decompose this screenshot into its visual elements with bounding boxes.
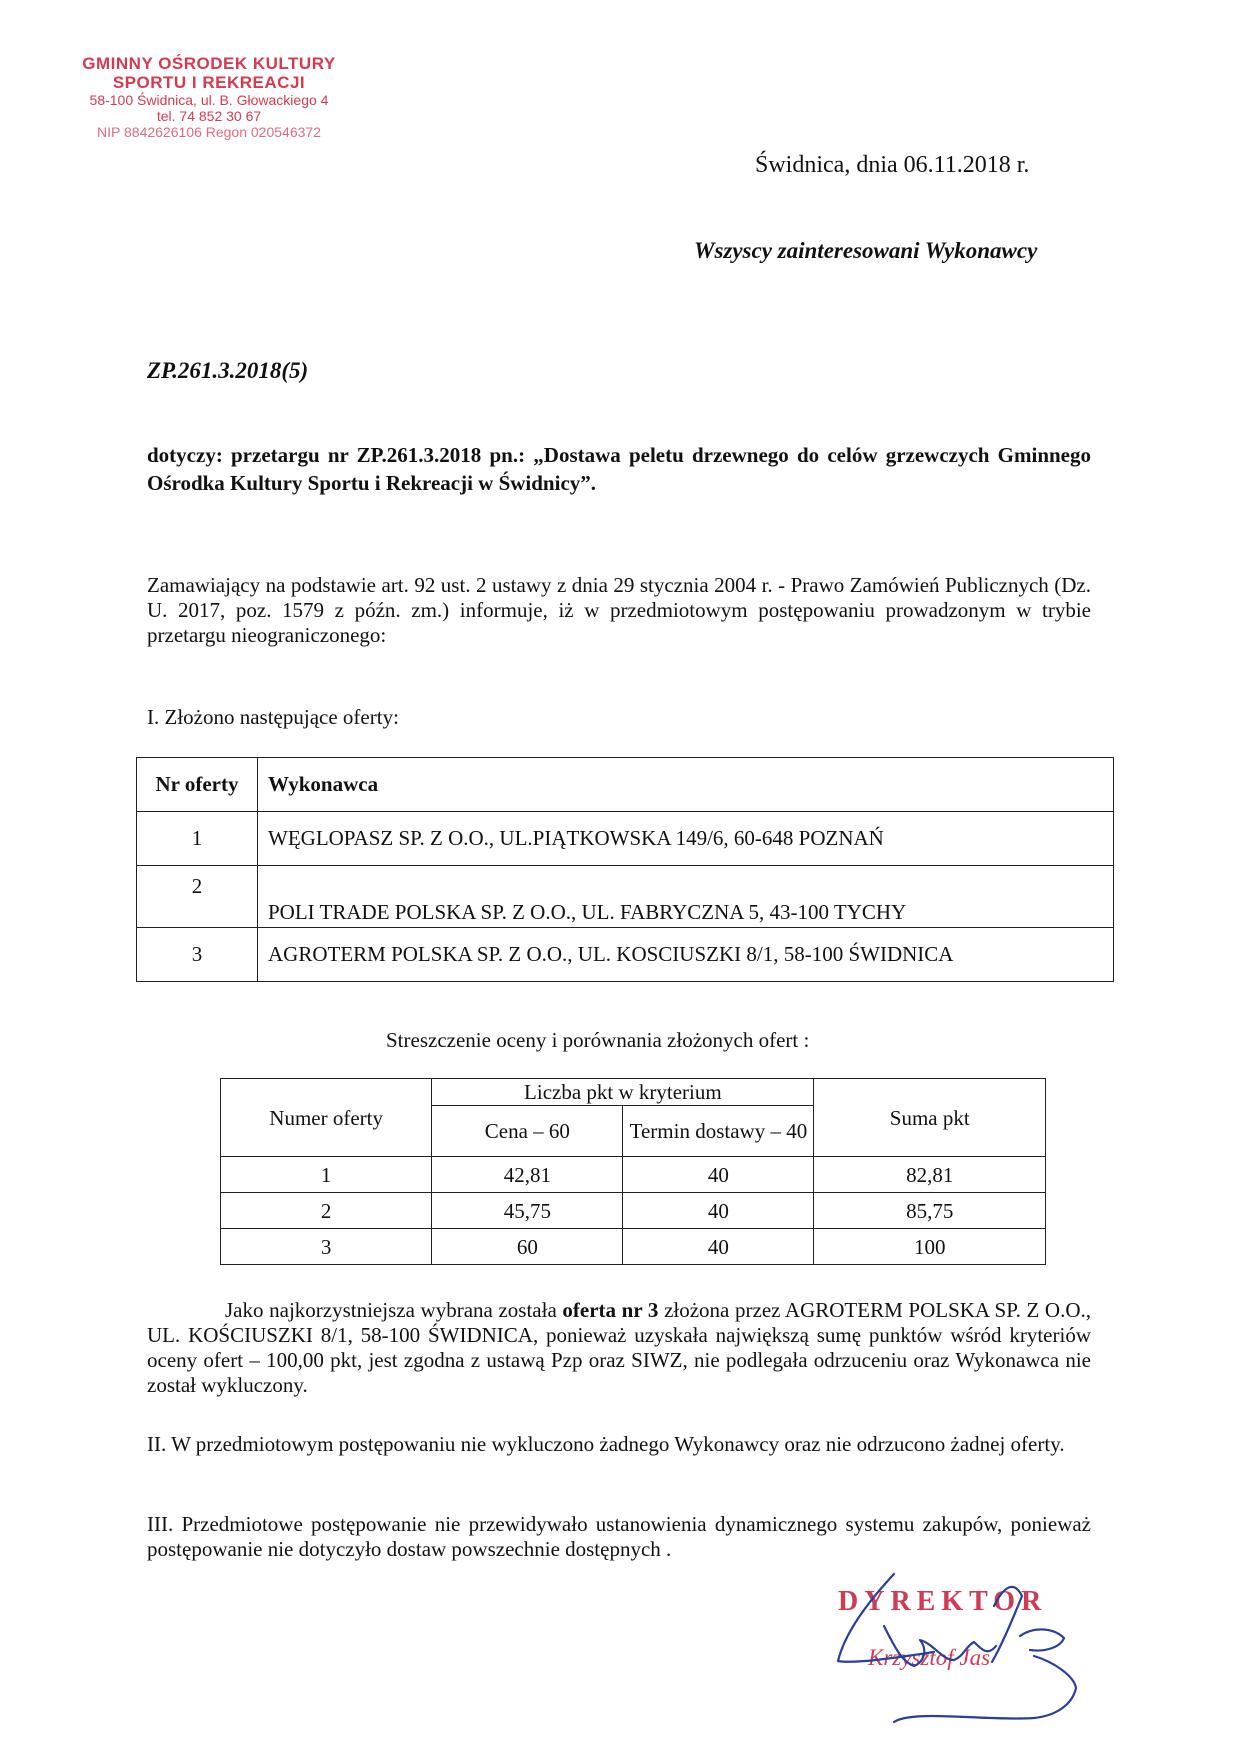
subject-line: dotyczy: przetargu nr ZP.261.3.2018 pn.: „Dostawa peletu drzewnego do celów grzewczych Gminnego Ośrodka Kultury Sportu i Rekreacji w Świdnicy”.	[147, 443, 1091, 495]
scores-col-offer: Numer oferty	[221, 1079, 432, 1157]
stamp-line-5: NIP 8842626106 Regon 020546372	[97, 124, 321, 140]
score-price: 45,75	[432, 1193, 623, 1229]
choice-text-after: złożona przez AGROTERM POLSKA SP. Z O.O., UL. KOŚCIUSZKI 8/1, 58-100 ŚWIDNICA, ponieważ uzyskała największą sumę punktów wśród kryteriów oceny ofert – 100,00 pkt, jest zgodna z ustawą Pzp oraz SIWZ, nie podlegała odrzuceniu oraz Wykonawca nie został wykluczony.	[147, 1298, 1092, 1397]
document-date: Świdnica, dnia 06.11.2018 r.	[755, 152, 1030, 178]
signature-stamp-title: DYREKTOR	[838, 1586, 1048, 1617]
scores-col-total: Suma pkt	[814, 1079, 1046, 1157]
stamp-line-4: tel. 74 852 30 67	[156, 108, 262, 124]
table-row	[137, 812, 1114, 866]
offer-contractor: AGROTERM POLSKA SP. Z O.O., UL. KOSCIUSZKI 8/1, 58-100 ŚWIDNICA	[258, 928, 1114, 982]
offer-nr: 3	[137, 928, 258, 982]
score-nr: 3	[221, 1229, 432, 1265]
offer-nr: 2	[137, 866, 258, 928]
score-nr: 1	[221, 1157, 432, 1193]
scores-col-price: Cena – 60	[432, 1106, 623, 1157]
section-2: II. W przedmiotowym postępowaniu nie wykluczono żadnego Wykonawcy oraz nie odrzucono żadnej oferty.	[147, 1432, 1065, 1456]
offers-table-header	[137, 758, 1114, 812]
stamp-line-3: 58-100 Świdnica, ul. B. Głowackiego 4	[89, 92, 329, 108]
stamp-line-1: GMINNY OŚRODEK KULTURY	[82, 54, 336, 73]
table-row	[221, 1193, 1046, 1229]
section-3: III. Przedmiotowe postępowanie nie przewidywało ustanowienia dynamicznego systemu zakupów, ponieważ postępowanie nie dotyczyło dostaw powszechnie dostępnych .	[147, 1512, 1091, 1561]
score-total: 100	[814, 1229, 1046, 1265]
table-row	[221, 1157, 1046, 1193]
offers-table	[136, 757, 1114, 982]
scores-header-row-1	[221, 1079, 1046, 1106]
choice-selected-offer: oferta nr 3	[562, 1298, 659, 1322]
scores-col-delivery: Termin dostawy – 40	[623, 1106, 814, 1157]
offer-nr: 1	[137, 812, 258, 866]
offers-col-nr: Nr oferty	[137, 758, 258, 812]
table-row	[137, 928, 1114, 982]
stamp-line-2: SPORTU I REKREACJI	[112, 73, 306, 92]
choice-text-before: Jako najkorzystniejsza wybrana została	[225, 1298, 557, 1322]
score-delivery: 40	[623, 1193, 814, 1229]
institution-stamp	[64, 54, 354, 140]
handwritten-signature	[824, 1566, 1084, 1746]
score-nr: 2	[221, 1193, 432, 1229]
addressee: Wszyscy zainteresowani Wykonawcy	[694, 238, 1038, 263]
scores-group-header: Liczba pkt w kryterium	[432, 1079, 814, 1106]
table-row	[137, 866, 1114, 928]
scores-table	[220, 1078, 1046, 1265]
offer-contractor: POLI TRADE POLSKA SP. Z O.O., UL. FABRYCZNA 5, 43-100 TYCHY	[258, 866, 1114, 928]
intro-paragraph: Zamawiający na podstawie art. 92 ust. 2 ustawy z dnia 29 stycznia 2004 r. - Prawo Zamówień Publicznych (Dz. U. 2017, poz. 1579 z późn. zm.) informuje, iż w przedmiotowym postępowaniu prowadzonym w trybie przetargu nieograniczonego:	[147, 573, 1091, 647]
score-price: 42,81	[432, 1157, 623, 1193]
score-price: 60	[432, 1229, 623, 1265]
score-total: 85,75	[814, 1193, 1046, 1229]
score-total: 82,81	[814, 1157, 1046, 1193]
choice-paragraph	[147, 1298, 1091, 1398]
score-delivery: 40	[623, 1157, 814, 1193]
summary-title: Streszczenie oceny i porównania złożonych ofert :	[386, 1028, 810, 1052]
signature-stamp-name: Krzysztof Jas	[868, 1645, 991, 1670]
score-delivery: 40	[623, 1229, 814, 1265]
section-1-heading: I. Złożono następujące oferty:	[147, 705, 399, 729]
offers-col-contractor: Wykonawca	[258, 758, 1114, 812]
table-row	[221, 1229, 1046, 1265]
offer-contractor: WĘGLOPASZ SP. Z O.O., UL.PIĄTKOWSKA 149/6, 60-648 POZNAŃ	[258, 812, 1114, 866]
reference-number: ZP.261.3.2018(5)	[147, 358, 309, 383]
